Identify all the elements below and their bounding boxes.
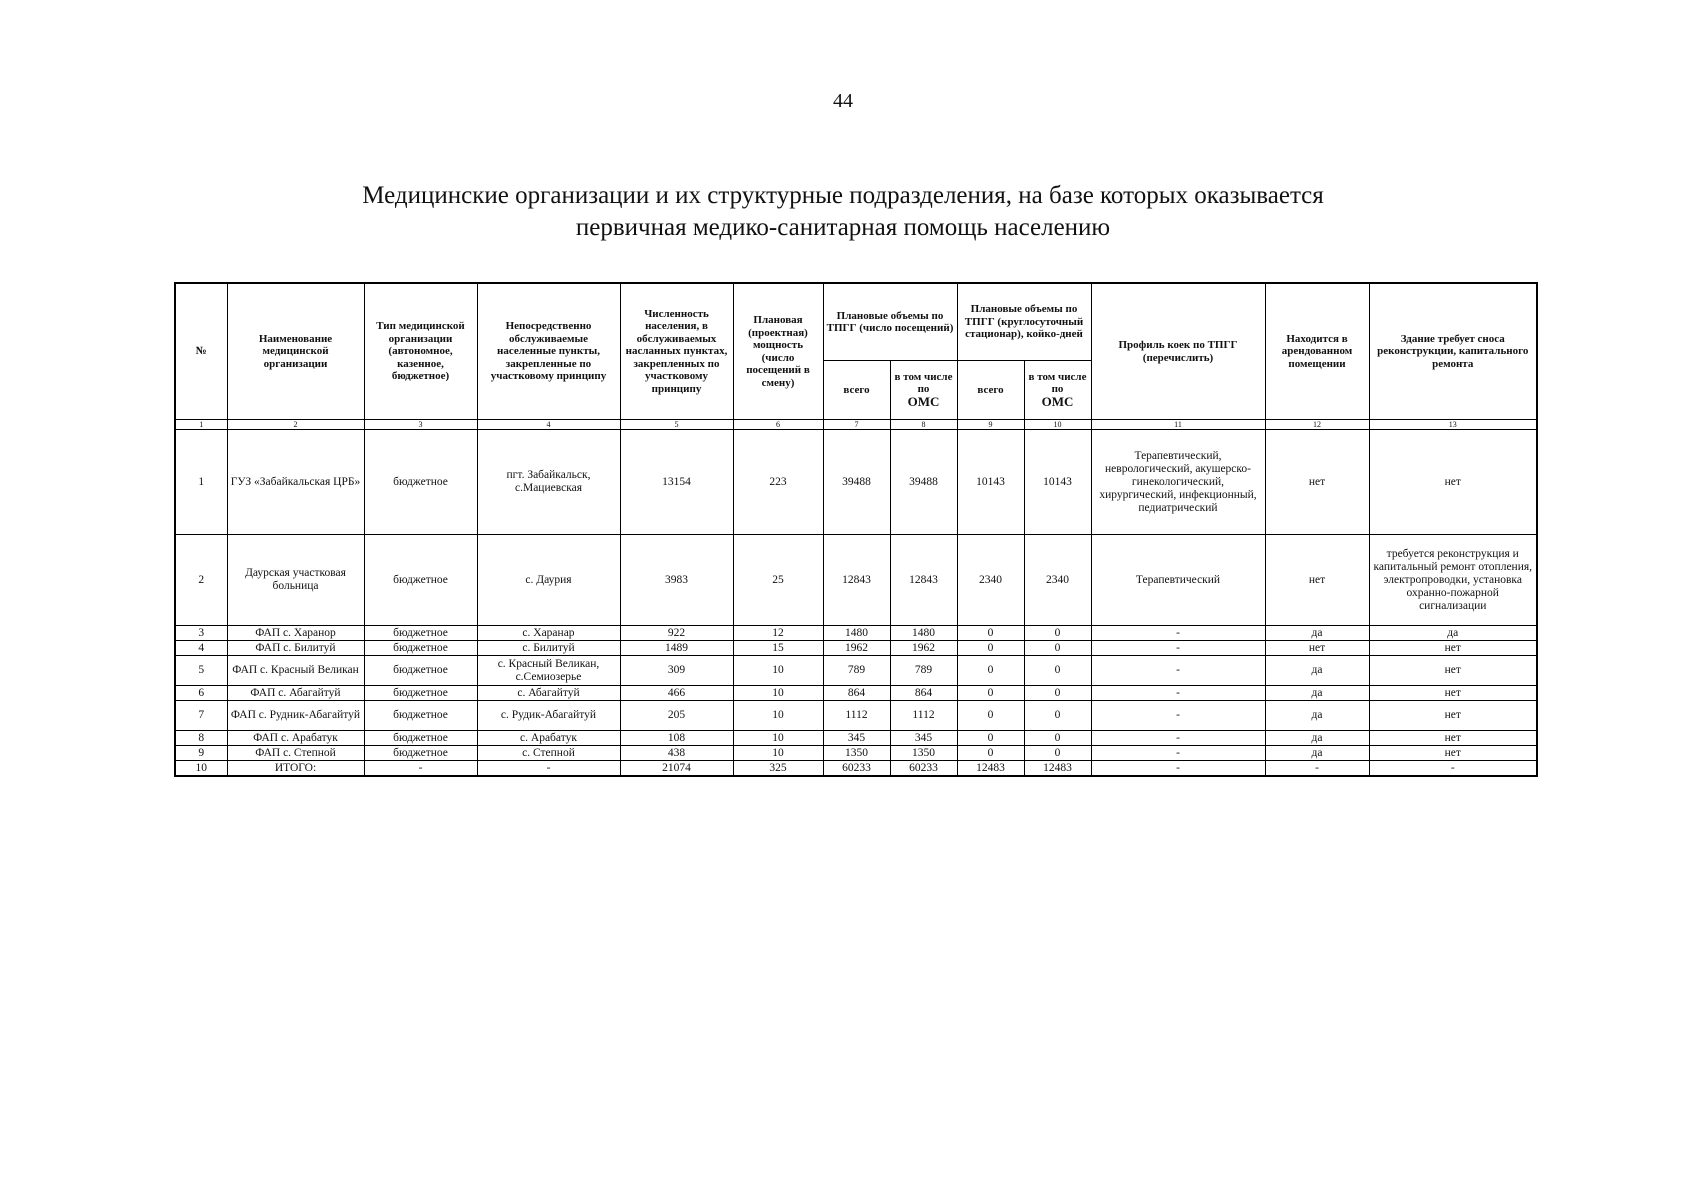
cell-beds-omc: 10143 — [1024, 430, 1091, 535]
cell-no: 2 — [175, 535, 227, 626]
table-row — [175, 731, 1537, 746]
column-number: 2 — [227, 420, 364, 430]
header-beds-group: Плановые объемы по ТПГГ (круглосуточный стационар), койко-дней — [957, 283, 1091, 361]
cell-beds-total: 0 — [957, 626, 1024, 641]
table-row — [175, 761, 1537, 777]
cell-rented: нет — [1265, 430, 1369, 535]
header-incl-text: в том числе по — [894, 370, 953, 396]
header-row-top — [175, 283, 1537, 361]
cell-capacity: 25 — [733, 535, 823, 626]
cell-building: нет — [1369, 656, 1537, 686]
cell-settlements: - — [477, 761, 620, 777]
cell-name: ФАП с. Степной — [227, 746, 364, 761]
column-number: 3 — [364, 420, 477, 430]
cell-type: - — [364, 761, 477, 777]
cell-rented: да — [1265, 656, 1369, 686]
cell-beds-total: 0 — [957, 746, 1024, 761]
title-line-2: первичная медико-санитарная помощь населению — [575, 214, 1111, 241]
cell-no: 6 — [175, 686, 227, 701]
cell-population: 13154 — [620, 430, 733, 535]
cell-capacity: 10 — [733, 746, 823, 761]
cell-visits-total: 1112 — [823, 701, 890, 731]
cell-visits-total: 60233 — [823, 761, 890, 777]
cell-visits-omc: 1112 — [890, 701, 957, 731]
cell-beds-omc: 0 — [1024, 656, 1091, 686]
table-row — [175, 641, 1537, 656]
cell-type: бюджетное — [364, 686, 477, 701]
cell-building: требуется реконструкция и капитальный ремонт отопления, электропроводки, установка охранно-пожарной сигнализации — [1369, 535, 1537, 626]
cell-settlements: с. Харанар — [477, 626, 620, 641]
cell-population: 3983 — [620, 535, 733, 626]
table-row — [175, 430, 1537, 535]
cell-rented: да — [1265, 746, 1369, 761]
cell-name: ФАП с. Абагайтуй — [227, 686, 364, 701]
title-line-1: Медицинские организации и их структурные подразделения, на базе которых оказывается — [362, 182, 1324, 209]
cell-capacity: 325 — [733, 761, 823, 777]
header-visits-total: всего — [823, 361, 890, 420]
cell-capacity: 10 — [733, 731, 823, 746]
cell-type: бюджетное — [364, 701, 477, 731]
cell-name: ФАП с. Арабатук — [227, 731, 364, 746]
cell-bed-profile: - — [1091, 746, 1265, 761]
cell-visits-total: 1962 — [823, 641, 890, 656]
cell-beds-omc: 0 — [1024, 641, 1091, 656]
header-type: Тип медицинской организации (автономное, казенное, бюджетное) — [364, 283, 477, 420]
cell-rented: да — [1265, 626, 1369, 641]
cell-visits-total: 1480 — [823, 626, 890, 641]
cell-name: Даурская участковая больница — [227, 535, 364, 626]
cell-type: бюджетное — [364, 746, 477, 761]
cell-population: 438 — [620, 746, 733, 761]
cell-capacity: 15 — [733, 641, 823, 656]
column-number: 7 — [823, 420, 890, 430]
table-row — [175, 686, 1537, 701]
cell-bed-profile: Терапевтический — [1091, 535, 1265, 626]
document-title — [0, 180, 1686, 244]
cell-beds-total: 2340 — [957, 535, 1024, 626]
cell-type: бюджетное — [364, 535, 477, 626]
header-beds-omc — [1024, 361, 1091, 420]
cell-rented: нет — [1265, 535, 1369, 626]
cell-name: ФАП с. Красный Великан — [227, 656, 364, 686]
header-bed-profile: Профиль коек по ТПГГ (перечислить) — [1091, 283, 1265, 420]
cell-visits-omc: 1962 — [890, 641, 957, 656]
column-number: 10 — [1024, 420, 1091, 430]
cell-capacity: 10 — [733, 656, 823, 686]
column-number: 5 — [620, 420, 733, 430]
cell-capacity: 12 — [733, 626, 823, 641]
header-building: Здание требует сноса реконструкции, капитального ремонта — [1369, 283, 1537, 420]
cell-beds-omc: 0 — [1024, 746, 1091, 761]
cell-building: нет — [1369, 701, 1537, 731]
column-numbers-row — [175, 420, 1537, 430]
cell-name: ИТОГО: — [227, 761, 364, 777]
cell-no: 4 — [175, 641, 227, 656]
cell-no: 8 — [175, 731, 227, 746]
cell-rented: да — [1265, 731, 1369, 746]
cell-no: 9 — [175, 746, 227, 761]
cell-beds-omc: 0 — [1024, 626, 1091, 641]
cell-beds-total: 10143 — [957, 430, 1024, 535]
cell-name: ФАП с. Билитуй — [227, 641, 364, 656]
cell-beds-total: 0 — [957, 686, 1024, 701]
cell-settlements: с. Абагайтуй — [477, 686, 620, 701]
cell-beds-omc: 0 — [1024, 686, 1091, 701]
header-visits-group: Плановые объемы по ТПГГ (число посещений) — [823, 283, 957, 361]
cell-beds-omc: 2340 — [1024, 535, 1091, 626]
cell-bed-profile: Терапевтический, неврологический, акушерско-гинекологический, хирургический, инфекционный, педиатрический — [1091, 430, 1265, 535]
cell-capacity: 223 — [733, 430, 823, 535]
cell-settlements: с. Рудик-Абагайтуй — [477, 701, 620, 731]
cell-population: 205 — [620, 701, 733, 731]
cell-name: ГУЗ «Забайкальская ЦРБ» — [227, 430, 364, 535]
header-population: Численность населения, в обслуживаемых насланных пунктах, закрепленных по участковому принципу — [620, 283, 733, 420]
cell-type: бюджетное — [364, 731, 477, 746]
cell-population: 21074 — [620, 761, 733, 777]
cell-visits-omc: 39488 — [890, 430, 957, 535]
page-number: 44 — [833, 90, 853, 112]
cell-visits-total: 1350 — [823, 746, 890, 761]
cell-capacity: 10 — [733, 686, 823, 701]
cell-name: ФАП с. Харанор — [227, 626, 364, 641]
cell-settlements: с. Билитуй — [477, 641, 620, 656]
cell-building: - — [1369, 761, 1537, 777]
cell-rented: - — [1265, 761, 1369, 777]
organizations-table — [174, 282, 1538, 777]
cell-visits-total: 39488 — [823, 430, 890, 535]
cell-visits-omc: 345 — [890, 731, 957, 746]
cell-type: бюджетное — [364, 626, 477, 641]
cell-building: нет — [1369, 746, 1537, 761]
cell-bed-profile: - — [1091, 686, 1265, 701]
header-capacity: Плановая (проектная) мощность (число посещений в смену) — [733, 283, 823, 420]
column-number: 8 — [890, 420, 957, 430]
cell-population: 1489 — [620, 641, 733, 656]
cell-beds-omc: 0 — [1024, 701, 1091, 731]
header-rented: Находится в арендованном помещении — [1265, 283, 1369, 420]
cell-building: нет — [1369, 686, 1537, 701]
cell-visits-total: 12843 — [823, 535, 890, 626]
cell-no: 10 — [175, 761, 227, 777]
cell-building: нет — [1369, 430, 1537, 535]
cell-visits-omc: 12843 — [890, 535, 957, 626]
cell-beds-omc: 0 — [1024, 731, 1091, 746]
column-number: 1 — [175, 420, 227, 430]
cell-settlements: с. Даурия — [477, 535, 620, 626]
cell-settlements: с. Красный Великан, с.Семиозерье — [477, 656, 620, 686]
header-omc-text: ОМС — [907, 393, 940, 409]
cell-settlements: с. Степной — [477, 746, 620, 761]
cell-population: 309 — [620, 656, 733, 686]
cell-visits-total: 864 — [823, 686, 890, 701]
cell-building: нет — [1369, 641, 1537, 656]
column-number: 13 — [1369, 420, 1537, 430]
cell-population: 108 — [620, 731, 733, 746]
column-number: 12 — [1265, 420, 1369, 430]
cell-capacity: 10 — [733, 701, 823, 731]
cell-name: ФАП с. Рудник-Абагайтуй — [227, 701, 364, 731]
cell-bed-profile: - — [1091, 731, 1265, 746]
cell-visits-omc: 1480 — [890, 626, 957, 641]
table-row — [175, 535, 1537, 626]
cell-bed-profile: - — [1091, 641, 1265, 656]
table-row — [175, 626, 1537, 641]
cell-visits-total: 345 — [823, 731, 890, 746]
table-row — [175, 701, 1537, 731]
cell-building: нет — [1369, 731, 1537, 746]
cell-bed-profile: - — [1091, 656, 1265, 686]
cell-beds-omc: 12483 — [1024, 761, 1091, 777]
cell-bed-profile: - — [1091, 626, 1265, 641]
cell-visits-omc: 1350 — [890, 746, 957, 761]
cell-visits-total: 789 — [823, 656, 890, 686]
header-settlements: Непосредственно обслуживаемые населенные пункты, закрепленные по участковому принципу — [477, 283, 620, 420]
cell-settlements: пгт. Забайкальск, с.Мациевская — [477, 430, 620, 535]
cell-visits-omc: 60233 — [890, 761, 957, 777]
header-no: № — [175, 283, 227, 420]
cell-type: бюджетное — [364, 430, 477, 535]
cell-rented: нет — [1265, 641, 1369, 656]
cell-settlements: с. Арабатук — [477, 731, 620, 746]
cell-no: 1 — [175, 430, 227, 535]
cell-visits-omc: 789 — [890, 656, 957, 686]
cell-beds-total: 0 — [957, 701, 1024, 731]
header-name: Наименование медицинской организации — [227, 283, 364, 420]
cell-beds-total: 0 — [957, 641, 1024, 656]
table-row — [175, 746, 1537, 761]
cell-rented: да — [1265, 686, 1369, 701]
cell-type: бюджетное — [364, 656, 477, 686]
cell-building: да — [1369, 626, 1537, 641]
header-omc-text: ОМС — [1041, 393, 1074, 409]
cell-rented: да — [1265, 701, 1369, 731]
header-incl-text: в том числе по — [1028, 370, 1087, 396]
column-number: 6 — [733, 420, 823, 430]
cell-no: 3 — [175, 626, 227, 641]
cell-beds-total: 0 — [957, 656, 1024, 686]
cell-type: бюджетное — [364, 641, 477, 656]
cell-no: 5 — [175, 656, 227, 686]
cell-population: 466 — [620, 686, 733, 701]
cell-bed-profile: - — [1091, 761, 1265, 777]
cell-no: 7 — [175, 701, 227, 731]
column-number: 11 — [1091, 420, 1265, 430]
table-row — [175, 656, 1537, 686]
header-visits-omc — [890, 361, 957, 420]
cell-beds-total: 12483 — [957, 761, 1024, 777]
cell-beds-total: 0 — [957, 731, 1024, 746]
cell-visits-omc: 864 — [890, 686, 957, 701]
cell-bed-profile: - — [1091, 701, 1265, 731]
header-beds-total: всего — [957, 361, 1024, 420]
column-number: 9 — [957, 420, 1024, 430]
column-number: 4 — [477, 420, 620, 430]
cell-population: 922 — [620, 626, 733, 641]
